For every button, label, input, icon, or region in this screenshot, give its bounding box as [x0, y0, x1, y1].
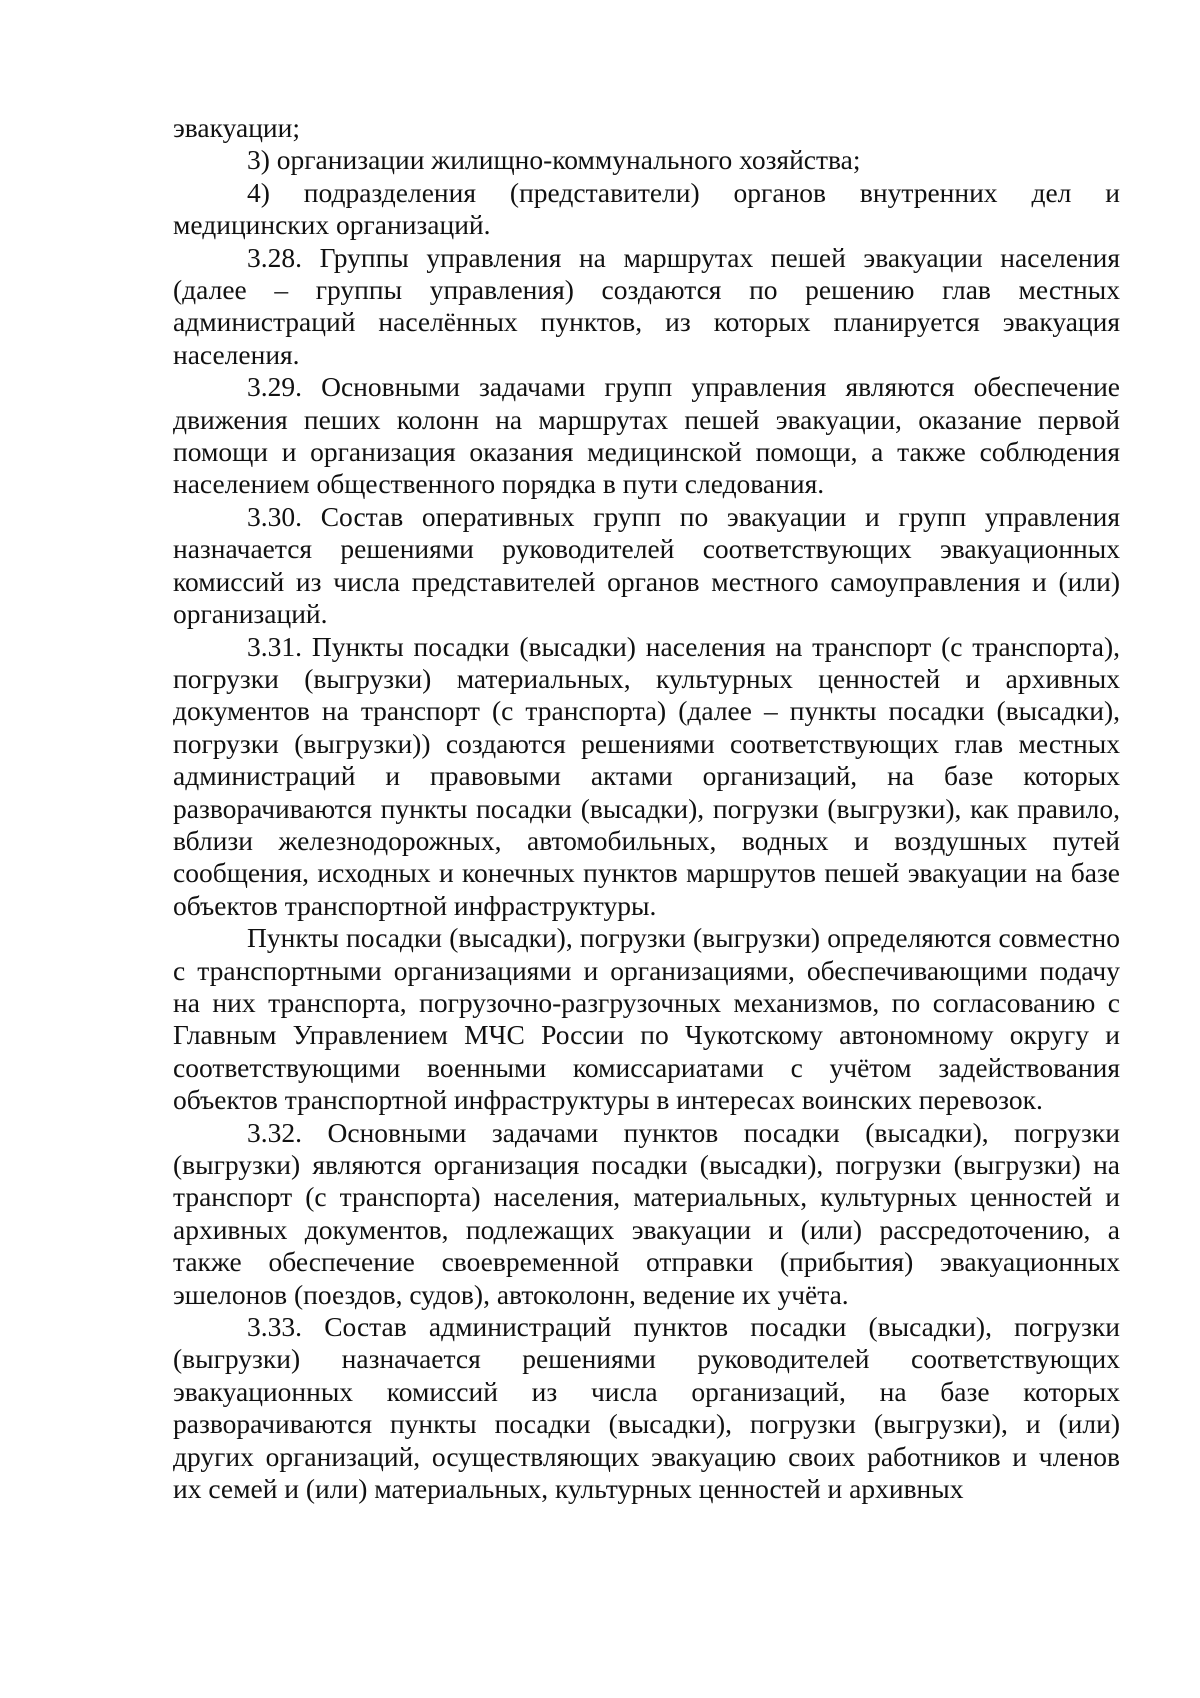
paragraph-evacuation-continuation: эвакуации; — [173, 112, 300, 143]
paragraph-3-29: 3.29. Основными задачами групп управления являются обеспечение движения пеших колонн на маршрутах пешей эвакуации, оказание первой помощи и организация оказания медицинской помощи, а также соблюдения населением общественного порядка в пути следования. — [173, 371, 1120, 500]
paragraph-item-3: 3) организации жилищно-коммунального хозяйства; — [247, 144, 861, 176]
paragraph-3-33: 3.33. Состав администраций пунктов посадки (высадки), погрузки (выгрузки) назначается решениями руководителей соответствующих эвакуационных комиссий из числа организаций, на базе которых разворачиваются пункты посадки (высадки), погрузки (выгрузки), и (или) других организаций, осуществляющих эвакуацию своих работников и членов их семей и (или) материальных, культурных ценностей и архивных — [173, 1311, 1120, 1505]
document-page — [173, 112, 1120, 1505]
paragraph-3-31: 3.31. Пункты посадки (высадки) населения на транспорт (с транспорта), погрузки (выгрузки) материальных, культурных ценностей и архивных документов на транспорт (с транспорта) (далее – пункты посадки (высадки), погрузки (выгрузки)) создаются решениями соответствующих глав местных администраций и правовыми актами организаций, на базе которых разворачиваются пункты посадки (высадки), погрузки (выгрузки), как правило, вблизи железнодорожных, автомобильных, водных и воздушных путей сообщения, исходных и конечных пунктов маршрутов пешей эвакуации на базе объектов транспортной инфраструктуры. — [173, 630, 1120, 921]
paragraph-3-32: 3.32. Основными задачами пунктов посадки (высадки), погрузки (выгрузки) являются организация посадки (высадки), погрузки (выгрузки) на транспорт (с транспорта) населения, материальных, культурных ценностей и архивных документов, подлежащих эвакуации и (или) рассредоточению, а также обеспечение своевременной отправки (прибытия) эвакуационных эшелонов (поездов, судов), автоколонн, ведение их учёта. — [173, 1116, 1120, 1310]
paragraph-item-4: 4) подразделения (представители) органов внутренних дел и медицинских организаций. — [173, 176, 1120, 241]
paragraph-boarding-points: Пункты посадки (высадки), погрузки (выгрузки) определяются совместно с транспортными организациями и организациями, обеспечивающими подачу на них транспорта, погрузочно-разгрузочных механизмов, по согласованию с Главным Управлением МЧС России по Чукотскому автономному округу и соответствующими военными комиссариатами с учётом задействования объектов транспортной инфраструктуры в интересах воинских перевозок. — [173, 922, 1120, 1116]
paragraph-3-30: 3.30. Состав оперативных групп по эвакуации и групп управления назначается решениями руководителей соответствующих эвакуационных комиссий из числа представителей органов местного самоуправления и (или) организаций. — [173, 500, 1120, 630]
paragraph-3-28: 3.28. Группы управления на маршрутах пешей эвакуации населения (далее – группы управления) создаются по решению глав местных администраций населённых пунктов, из которых планируется эвакуация населения. — [173, 241, 1120, 370]
